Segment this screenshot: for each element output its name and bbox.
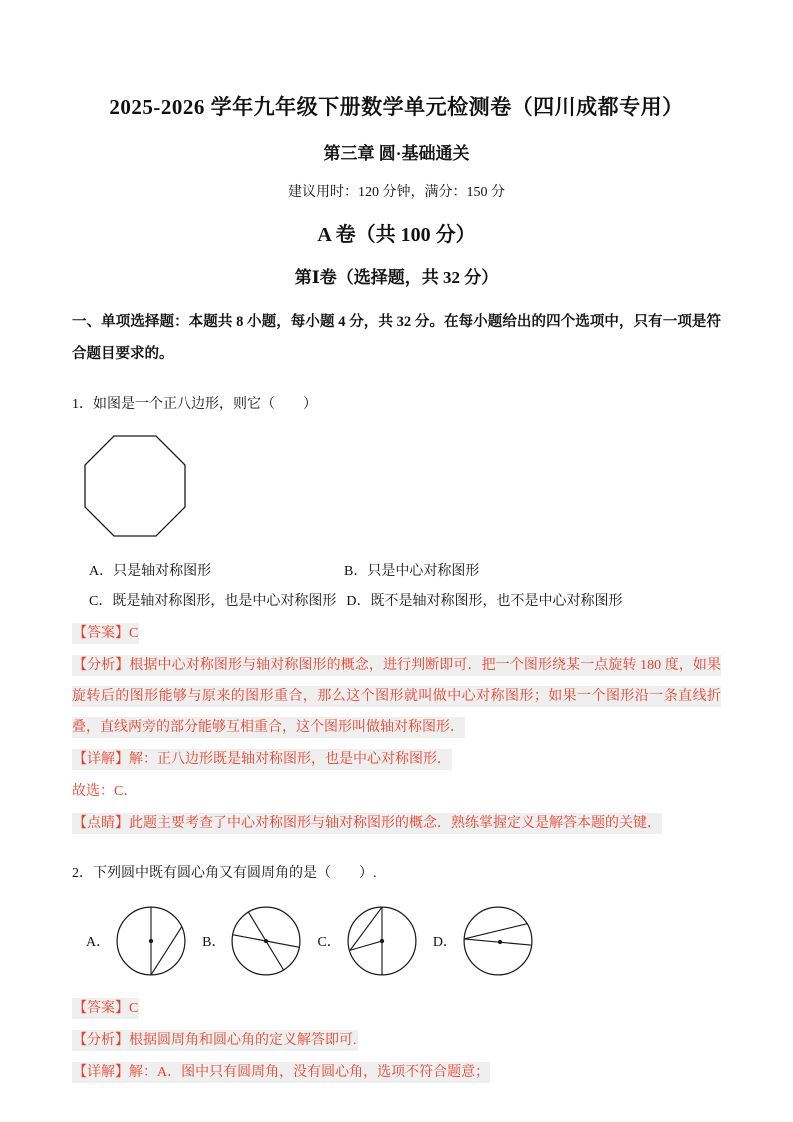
circle-figure-b-icon (229, 903, 303, 979)
question-2-stem: 2．下列圆中既有圆心角又有圆周角的是（ ）. (72, 866, 377, 881)
question-1-options-row-2 (72, 587, 721, 617)
circle-figure-d-icon (461, 903, 535, 979)
question-1-answer: 【答案】C (72, 618, 721, 649)
question-2-figure-c (317, 903, 418, 979)
question-2-answer: 【答案】C (72, 993, 721, 1024)
question-2-detail: 【详解】解：A．图中只有圆周角，没有圆心角，选项不符合题意； (72, 1057, 721, 1088)
question-2-analysis: 【分析】根据圆周角和圆心角的定义解答即可. (72, 1025, 721, 1056)
question-2-figure-a (86, 903, 188, 979)
question-1-stem: 1．如图是一个正八边形，则它（ ） (72, 397, 317, 412)
question-2-figure-b (202, 903, 303, 979)
figure-c-label: C． (317, 935, 341, 950)
question-1-note: 【点睛】此题主要考查了中心对称图形与轴对称图形的概念．熟练掌握定义是解答本题的关键． (72, 808, 721, 839)
question-1-options-row-1 (72, 557, 721, 587)
figure-a-label: A． (86, 935, 111, 950)
exam-meta: 建议用时：120 分钟，满分：150 分 (288, 185, 505, 200)
page-title: 2025-2026 学年九年级下册数学单元检测卷（四川成都专用） (109, 95, 684, 119)
part-one-title: 第Ⅰ卷（选择题，共 32 分） (294, 268, 499, 287)
question-2-figure-d (433, 903, 535, 979)
figure-b-label: B． (202, 935, 226, 950)
question-1-option-b: B．只是中心对称图形 (344, 564, 480, 579)
question-1-option-a: A．只是轴对称图形 (89, 564, 212, 579)
circle-figure-c-icon (345, 903, 419, 979)
octagon-shape-icon (78, 430, 193, 543)
section-one-intro: 一、单项选择题：本题共 8 小题，每小题 4 分，共 32 分。在每小题给出的四个选项中，只有一项是符合题目要求的。 (72, 314, 721, 362)
question-1-detail: 【详解】解：正八边形既是轴对称图形，也是中心对称图形． (72, 744, 721, 775)
chapter-title: 第三章 圆·基础通关 (323, 144, 470, 163)
question-1-figure-octagon (78, 430, 721, 543)
question-2-figures-row (86, 903, 721, 979)
question-1-conclusion: 故选：C． (72, 784, 138, 799)
question-1-option-d: D．既不是轴对称图形，也不是中心对称图形 (346, 594, 623, 609)
figure-d-label: D． (432, 935, 457, 950)
question-1-option-c: C．既是轴对称图形，也是中心对称图形 (89, 594, 337, 609)
volume-a-title: A 卷（共 100 分） (317, 224, 476, 246)
question-1-analysis: 【分析】根据中心对称图形与轴对称图形的概念，进行判断即可．把一个图形绕某一点旋转 180 度，如果旋转后的图形能够与原来的图形重合，那么这个图形就叫做中心对称图形；如果一个图形沿一条直线折叠，直线两旁的部分能够互相重合，这个图形叫做轴对称图形． (72, 650, 721, 743)
circle-figure-a-icon (114, 903, 188, 979)
